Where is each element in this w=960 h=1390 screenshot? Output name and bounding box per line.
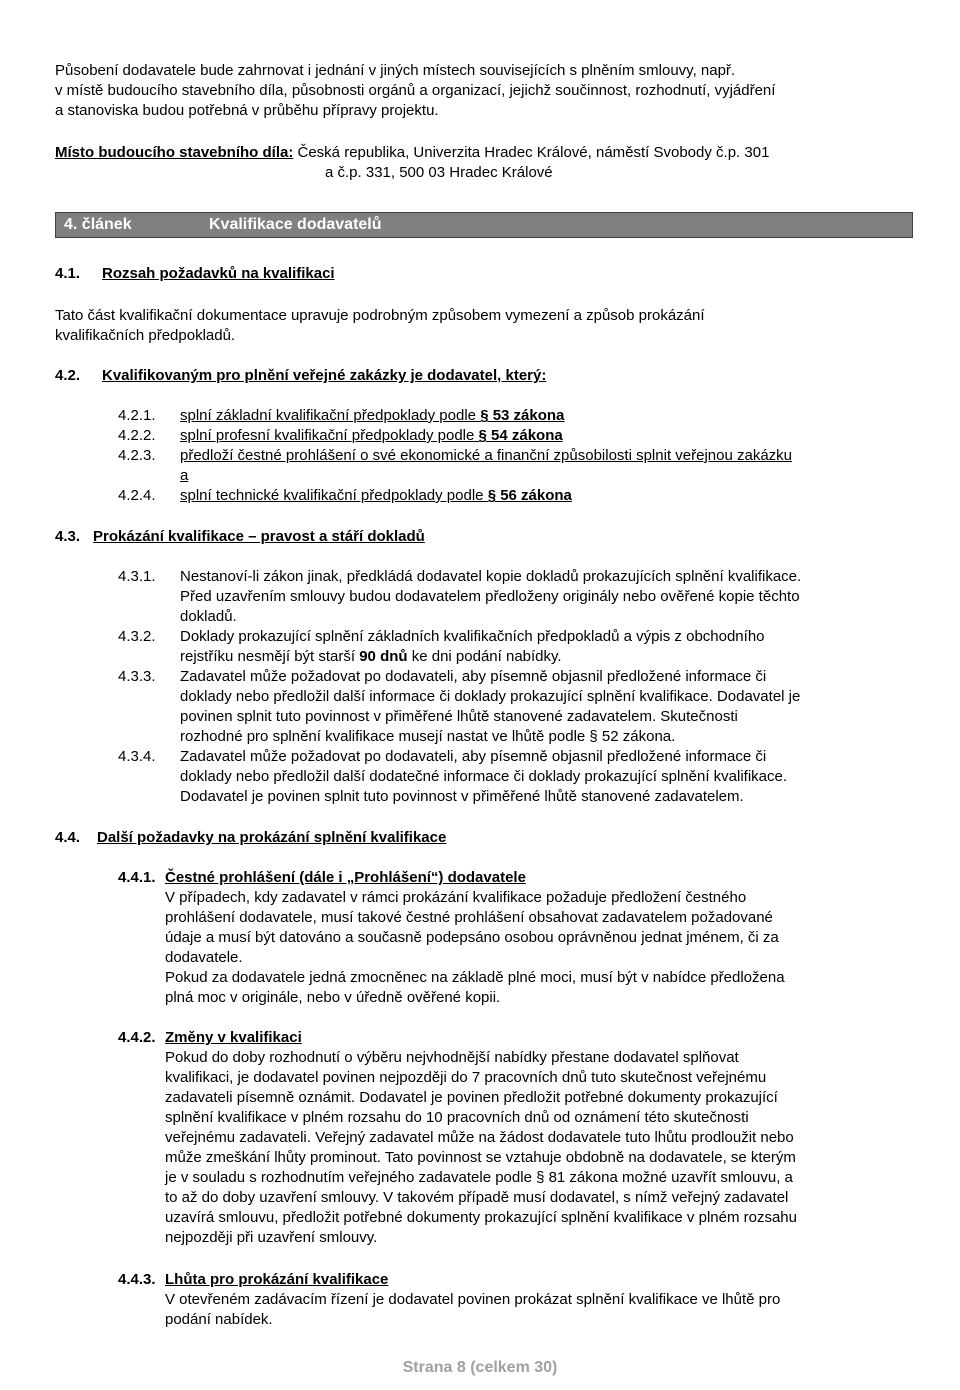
s44-item-2-line-9: uzavírá smlouvu, předložit potřebné dokumenty prokazující splnění kvalifikace v plném rozsahu <box>165 1209 797 1226</box>
s44-item-3-title: Lhůta pro prokázání kvalifikace <box>165 1271 389 1288</box>
page-footer: Strana 8 (celkem 30) <box>402 1359 558 1376</box>
s44-item-3-line-1: V otevřeném zadávacím řízení je dodavatel povinen prokázat splnění kvalifikace ve lhůtě pro <box>165 1291 781 1308</box>
location-value-1: Česká republika, Univerzita Hradec Králové, náměstí Svobody č.p. 301 <box>293 144 770 161</box>
s44-item-1-line-5: Pokud za dodavatele jedná zmocněnec na základě plné moci, musí být v nabídce předložena <box>165 969 785 986</box>
intro-line-3: a stanoviska budou potřebná v průběhu přípravy projektu. <box>55 102 439 119</box>
s43-item-2-line-1: Doklady prokazující splnění základních kvalifikačních předpokladů a výpis z obchodního <box>180 628 765 645</box>
s42-item-4-ref: § 56 zákona <box>487 487 572 504</box>
s42-item-1-number: 4.2.1. <box>118 407 156 424</box>
s44-item-3-number: 4.4.3. <box>118 1271 156 1288</box>
s44-item-2-line-8: to až do doby uzavření smlouvy. V takovém případě musí dodavatel, s nímž veřejný zadavatel <box>165 1189 789 1206</box>
s42-item-4 <box>180 486 572 506</box>
s43-item-2-number: 4.3.2. <box>118 628 156 645</box>
intro-line-2: v místě budoucího stavebního díla, působnosti orgánů a organizací, jejichž součinnost, rozhodnutí, vyjádření <box>55 82 776 99</box>
s42-item-2-ref: § 54 zákona <box>478 427 563 444</box>
s44-item-2-number: 4.4.2. <box>118 1029 156 1046</box>
s44-item-1-line-2: prohlášení dodavatele, musí takové čestné prohlášení obsahovat zadavatelem požadované <box>165 909 773 926</box>
s43-item-1-line-3: dokladů. <box>180 608 237 625</box>
s44-item-2-line-2: kvalifikaci, je dodavatel povinen nejpozději do 7 pracovních dnů tuto skutečnost veřejnému <box>165 1069 767 1086</box>
s44-item-2-title: Změny v kvalifikaci <box>165 1029 302 1046</box>
s43-item-3-line-2: doklady nebo předložil další informace či doklady prokazující splnění kvalifikace. Dodavatel je <box>180 688 801 705</box>
s41-number: 4.1. <box>55 265 81 282</box>
s44-item-2-line-7: je v souladu s rozhodnutím veřejného zadavatele podle § 81 zákona možné uzavřít smlouvu, a <box>165 1169 793 1186</box>
s42-item-4-number: 4.2.4. <box>118 487 156 504</box>
s41-text-1: Tato část kvalifikační dokumentace upravuje podrobným způsobem vymezení a způsob prokázání <box>55 307 705 324</box>
s44-item-1-number: 4.4.1. <box>118 869 156 886</box>
s43-item-4-number: 4.3.4. <box>118 748 156 765</box>
article-heading-bar <box>55 212 913 238</box>
location-line-2: a č.p. 331, 500 03 Hradec Králové <box>325 164 553 181</box>
s42-item-3-text-2: a <box>180 467 189 484</box>
s44-item-1-line-4: dodavatele. <box>165 949 243 966</box>
s43-item-3-number: 4.3.3. <box>118 668 156 685</box>
s44-item-1-line-1: V případech, kdy zadavatel v rámci prokázání kvalifikace požaduje předložení čestného <box>165 889 747 906</box>
s43-item-2-line-2a: rejstříku nesmějí být starší <box>180 648 360 665</box>
s44-item-2-line-5: veřejnému zadavateli. Veřejný zadavatel může na žádost dodavatele tuto lhůtu prodloužit nebo <box>165 1129 794 1146</box>
s43-item-2-line-2c: ke dni podání nabídky. <box>407 648 562 665</box>
s42-item-2-text: splní profesní kvalifikační předpoklady podle <box>180 427 479 444</box>
s43-number: 4.3. <box>55 528 81 545</box>
s44-item-1-line-6: plná moc v originále, nebo v úředně ověřené kopii. <box>165 989 501 1006</box>
s41-text-2: kvalifikačních předpokladů. <box>55 327 236 344</box>
s44-item-2-line-4: splnění kvalifikace v plném rozsahu do 10 pracovních dnů od oznámení této skutečnosti <box>165 1109 749 1126</box>
s43-item-2-line-2 <box>180 647 562 667</box>
s42-item-1-ref: § 53 zákona <box>480 407 565 424</box>
s42-title: Kvalifikovaným pro plnění veřejné zakázky je dodavatel, který: <box>102 367 547 384</box>
s43-item-1-line-2: Před uzavřením smlouvy budou dodavatelem předloženy originály nebo ověřené kopie těchto <box>180 588 800 605</box>
s43-item-4-line-3: Dodavatel je povinen splnit tuto povinnost v přiměřené lhůtě stanovené zadavatelem. <box>180 788 744 805</box>
s43-title: Prokázání kvalifikace – pravost a stáří dokladů <box>93 528 425 545</box>
s42-item-1-text: splní základní kvalifikační předpoklady podle <box>180 407 481 424</box>
s44-item-1-title: Čestné prohlášení (dále i „Prohlášení“) dodavatele <box>165 869 526 886</box>
location-label: Místo budoucího stavebního díla: <box>55 144 294 161</box>
s43-item-3-line-3: povinen splnit tuto povinnost v přiměřené lhůtě stanovené zadavatelem. Skutečnosti <box>180 708 738 725</box>
s43-item-3-line-4: rozhodné pro splnění kvalifikace musejí nastat ve lhůtě podle § 52 zákona. <box>180 728 676 745</box>
s43-item-4-line-2: doklady nebo předložil další dodatečné informace či doklady prokazující splnění kvalifikace. <box>180 768 788 785</box>
article-number: 4. článek <box>64 216 132 233</box>
s44-item-2-line-1: Pokud do doby rozhodnutí o výběru nejvhodnější nabídky přestane dodavatel splňovat <box>165 1049 739 1066</box>
article-title: Kvalifikace dodavatelů <box>209 216 382 233</box>
s42-item-4-text: splní technické kvalifikační předpoklady podle <box>180 487 488 504</box>
s42-number: 4.2. <box>55 367 81 384</box>
intro-line-1: Působení dodavatele bude zahrnovat i jednání v jiných místech souvisejících s plněním smlouvy, např. <box>55 62 736 79</box>
s42-item-1 <box>180 406 564 426</box>
s44-title: Další požadavky na prokázání splnění kvalifikace <box>97 829 447 846</box>
s44-item-2-line-10: nejpozději při uzavření smlouvy. <box>165 1229 378 1246</box>
location-line-1 <box>55 143 915 163</box>
s44-item-1-line-3: údaje a musí být datováno a současně podepsáno osobou oprávněnou jednat jménem, či za <box>165 929 779 946</box>
s44-number: 4.4. <box>55 829 81 846</box>
s44-item-2-line-3: zadavateli písemně oznámit. Dodavatel je povinen předložit potřebné dokumenty prokazující <box>165 1089 778 1106</box>
s42-item-3-number: 4.2.3. <box>118 447 156 464</box>
s41-title: Rozsah požadavků na kvalifikaci <box>102 265 335 282</box>
s42-item-2-number: 4.2.2. <box>118 427 156 444</box>
s44-item-3-line-2: podání nabídek. <box>165 1311 273 1328</box>
s43-item-2-days: 90 dnů <box>359 648 408 665</box>
s43-item-4-line-1: Zadavatel může požadovat po dodavateli, aby písemně objasnil předložené informace či <box>180 748 767 765</box>
s43-item-1-line-1: Nestanoví-li zákon jinak, předkládá dodavatel kopie dokladů prokazujících splnění kvalifikace. <box>180 568 802 585</box>
s42-item-3-text: předloží čestné prohlášení o své ekonomické a finanční způsobilosti splnit veřejnou zakázku <box>180 447 793 464</box>
s43-item-3-line-1: Zadavatel může požadovat po dodavateli, aby písemně objasnil předložené informace či <box>180 668 767 685</box>
s43-item-1-number: 4.3.1. <box>118 568 156 585</box>
s44-item-2-line-6: může zmeškání lhůty prominout. Tato povinnost se vztahuje obdobně na dodavatele, se kterým <box>165 1149 796 1166</box>
s42-item-2 <box>180 426 563 446</box>
